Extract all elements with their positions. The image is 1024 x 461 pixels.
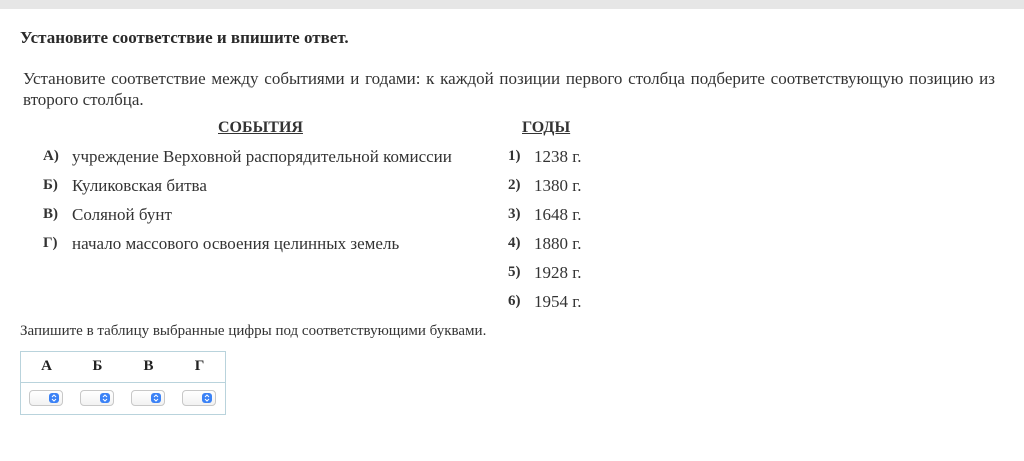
year-number: 3) bbox=[508, 206, 521, 222]
task-intro: Установите соответствие между событиями и годами: к каждой позиции первого столбца подберите соответствующую позицию из второго столбца. bbox=[23, 69, 995, 109]
task-heading: Установите соответствие и впишите ответ. bbox=[20, 28, 349, 47]
year-text: 1928 г. bbox=[534, 263, 582, 282]
year-text: 1648 г. bbox=[534, 205, 582, 224]
select-arrows-icon bbox=[100, 393, 110, 403]
year-text: 1880 г. bbox=[534, 234, 582, 253]
answer-cell-v bbox=[123, 389, 174, 409]
answer-cell-b bbox=[72, 389, 123, 409]
event-text: Соляной бунт bbox=[72, 205, 172, 224]
event-letter: А) bbox=[43, 148, 59, 164]
years-column-header: ГОДЫ bbox=[522, 119, 571, 136]
answer-cell-g bbox=[174, 389, 225, 409]
event-letter: В) bbox=[43, 206, 58, 222]
event-letter: Б) bbox=[43, 177, 58, 193]
event-text: Куликовская битва bbox=[72, 176, 207, 195]
year-number: 1) bbox=[508, 148, 521, 164]
year-number: 2) bbox=[508, 177, 521, 193]
select-arrows-icon bbox=[151, 393, 161, 403]
answer-select-v[interactable] bbox=[131, 390, 165, 406]
event-text: начало массового освоения целинных земель bbox=[72, 234, 400, 253]
year-number: 6) bbox=[508, 293, 521, 309]
select-arrows-icon bbox=[49, 393, 59, 403]
event-letter: Г) bbox=[43, 235, 58, 251]
table-divider bbox=[21, 382, 225, 383]
year-number: 4) bbox=[508, 235, 521, 251]
answer-select-g[interactable] bbox=[182, 390, 216, 406]
top-bar bbox=[0, 0, 1024, 9]
answer-header-a: А bbox=[41, 358, 52, 374]
answer-instruction: Запишите в таблицу выбранные цифры под соответствующими буквами. bbox=[20, 323, 487, 339]
year-number: 5) bbox=[508, 264, 521, 280]
year-text: 1238 г. bbox=[534, 147, 582, 166]
year-text: 1954 г. bbox=[534, 292, 582, 311]
select-arrows-icon bbox=[202, 393, 212, 403]
answer-table bbox=[20, 351, 226, 415]
answer-header-b: Б bbox=[92, 358, 103, 374]
answer-select-a[interactable] bbox=[29, 390, 63, 406]
event-text: учреждение Верховной распорядительной комиссии bbox=[72, 147, 452, 166]
answer-cell-a bbox=[21, 389, 72, 409]
year-text: 1380 г. bbox=[534, 176, 582, 195]
answer-header-v: В bbox=[143, 358, 154, 374]
answer-header-g: Г bbox=[194, 358, 205, 374]
events-column-header: СОБЫТИЯ bbox=[218, 119, 303, 136]
answer-select-b[interactable] bbox=[80, 390, 114, 406]
